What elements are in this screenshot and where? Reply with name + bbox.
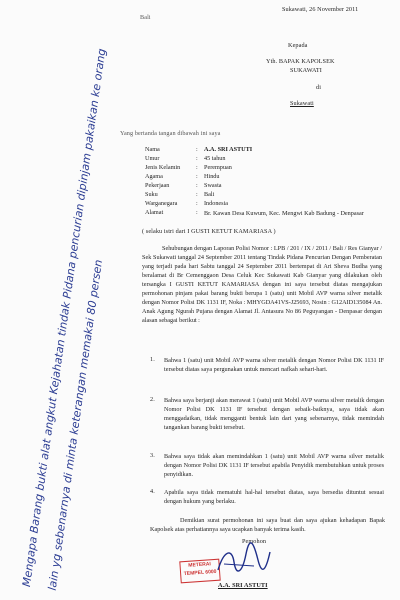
colon: : (196, 182, 198, 189)
closing-paragraph: Demikian surat permohonan ini saya buat dan saya ajukan kehadapan Bapak Kapolsek atas perhatiannya saya ucapkan banyak terima kasih. (150, 517, 385, 533)
colon: : (196, 209, 198, 216)
husband-line: ( selaku istri dari I GUSTI KETUT KAMARIASA ) (142, 228, 276, 235)
label-umur: Umur (145, 155, 160, 162)
colon: : (196, 155, 198, 162)
di-label: di (316, 84, 322, 91)
destination: Sukawati (290, 100, 314, 107)
point-3-text: Bahwa saya tidak akan memindahkan 1 (satu) unit Mobil AVP warna silver metalik dengan Nomor Polisi DK 1131 IF tersebut apabila Penyidik membutuhkan untuk proses penyidikan. (164, 453, 384, 478)
value-suku: Bali (204, 191, 215, 198)
colon: : (196, 146, 198, 153)
to-label: Kepada (288, 42, 308, 49)
place-date: Sukawati, 26 November 2011 (282, 6, 359, 13)
label-agama: Agama (145, 173, 163, 180)
meterai-stamp: METERAI TEMPEL 6000 (179, 559, 220, 584)
colon: : (196, 164, 198, 171)
value-umur: 45 tahun (204, 155, 226, 162)
point-2-number: 2. (150, 396, 155, 403)
handwritten-signature (214, 540, 274, 580)
value-alamat: Br. Kawan Desa Kuwum, Kec. Mengwi Kab Badung - Denpasar (204, 210, 364, 217)
top-left-fragment: Bali (140, 14, 151, 21)
label-suku: Suku (145, 191, 158, 198)
value-nama: A.A. SRI ASTUTI (204, 146, 253, 153)
point-4-number: 4. (150, 488, 155, 495)
label-warganegara: Warganegara (145, 200, 178, 207)
intro-line: Yang bertanda tangan dibawah ini saya (120, 130, 221, 137)
point-1-text: Bahwa 1 (satu) unit Mobil AVP warna silver metalik dengan Nomor Polisi DK 1131 IF tersebut diatas saya pergunakan untuk mencari nafkah sehari-hari. (164, 357, 384, 373)
point-3-number: 3. (150, 452, 155, 459)
value-jenis-kelamin: Perempuan (204, 164, 232, 171)
label-nama: Nama (145, 146, 160, 153)
handwritten-margin-note: Mengapa Barang bukti alat angkut Kejahatan tindak Pidana pencurian dipinjam pakaikan ke orang lain yg sebenarnya di minta keterangan memakai 80 persen (19, 47, 109, 592)
signatory-name: A.A. SRI ASTUTI (218, 582, 268, 589)
main-paragraph: Sehubungan dengan Laporan Polisi Nomor : LPB / 201 / IX / 2011 / Bali / Res Gianyar / Sek Sukawati tanggal 24 September 2011 tentang Tindak Pidana Pencurian Dengan Pemberatan yang terjadi pada hari Sabtu tanggal 24 September 2011 bertempat di Ari Sheva Budha yang beralamat di Br Cemenggaon Desa Celuk Kec Sukawati Kab Gianyar yang dilakukan oleh tersangka I GUSTI KETUT KAMARIASA dengan ini saya tersebut diatas mengajukan permohonan pinjam pakai barang bukti berupa 1 (satu) unit Mobil AVP warna silver metalik dengan Nomor Polisi DK 1131 IF, Noka : MHYGDA41VS-J25693, Nosin : G12AID135084 An. Anak Agung Ngurah Pujana dengan Alamat Jl. Antasura No 86 Peguyangan - Denpasar dengan alasan sebagai berikut : (142, 245, 382, 324)
colon: : (196, 191, 198, 198)
colon: : (196, 173, 198, 180)
value-pekerjaan: Swasta (204, 182, 222, 189)
addressee-place: SUKAWATI (290, 67, 322, 74)
point-2-text: Bahwa saya berjanji akan merawat 1 (satu) unit Mobil AVP warna silver metalik dengan Nomor Polisi DK 1131 IF tersebut dengan sebaik-baiknya, saya tidak akan menggadaikan, tidak mengganti bentuk lain dari yang sebenarnya, tidak memindah tangankan barang bukti tersebut. (164, 397, 384, 431)
addressee-line: Yth. BAPAK KAPOLSEK (266, 58, 335, 65)
label-alamat: Alamat (145, 209, 164, 216)
colon: : (196, 200, 198, 207)
point-4-text: Apabila saya tidak mematuhi hal-hal tersebut diatas, saya bersedia dituntut sesuai dengan hukum yang berlaku. (164, 489, 384, 505)
point-1-number: 1. (150, 356, 155, 363)
label-pekerjaan: Pekerjaan (145, 182, 170, 189)
value-agama: Hindu (204, 173, 220, 180)
value-warganegara: Indonesia (204, 200, 229, 207)
label-jenis-kelamin: Jenis Kelamin (145, 164, 181, 171)
signature-role: Pemohon (242, 538, 267, 545)
